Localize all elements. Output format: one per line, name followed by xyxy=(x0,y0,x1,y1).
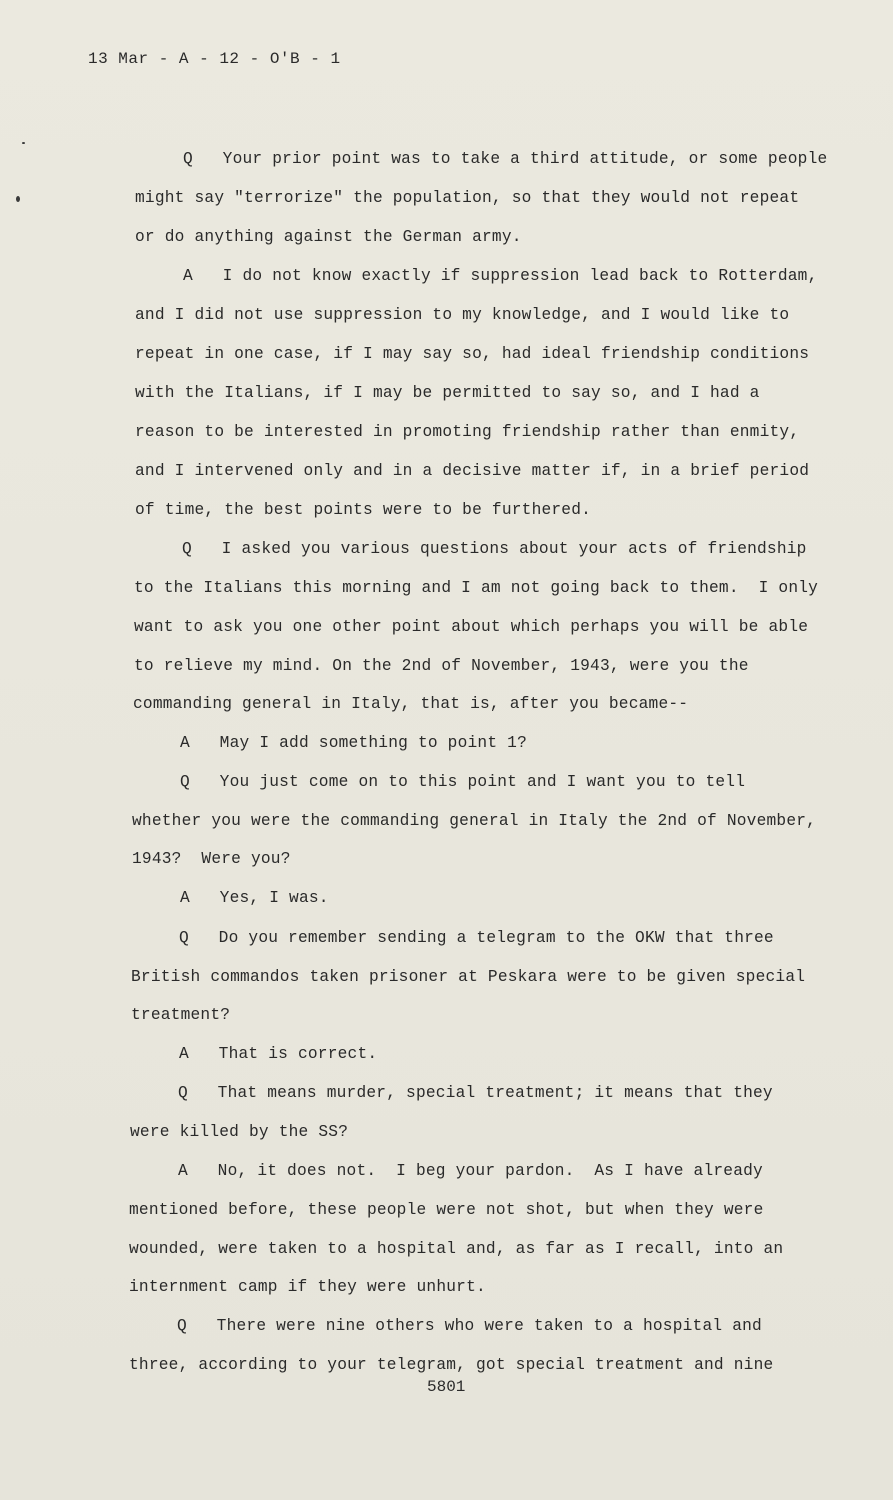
text-line: commanding general in Italy, that is, after you became-- xyxy=(133,695,689,713)
text-line: to the Italians this morning and I am not going back to them. I only xyxy=(134,579,819,597)
text-line: to relieve my mind. On the 2nd of November, 1943, were you the xyxy=(134,657,749,675)
text-line: and I intervened only and in a decisive matter if, in a brief period xyxy=(135,462,810,480)
text-line: repeat in one case, if I may say so, had ideal friendship conditions xyxy=(135,345,810,363)
text-line: Q You just come on to this point and I want you to tell xyxy=(180,773,746,791)
text-line: of time, the best points were to be furthered. xyxy=(135,501,592,519)
text-line: A I do not know exactly if suppression lead back to Rotterdam, xyxy=(183,267,818,285)
text-line: reason to be interested in promoting friendship rather than enmity, xyxy=(135,423,800,441)
text-line: with the Italians, if I may be permitted to say so, and I had a xyxy=(135,384,760,402)
text-line: were killed by the SS? xyxy=(130,1123,349,1141)
text-line: Q That means murder, special treatment; it means that they xyxy=(178,1084,773,1102)
text-line: Q Your prior point was to take a third attitude, or some people xyxy=(183,150,828,168)
text-line: wounded, were taken to a hospital and, as far as I recall, into an xyxy=(129,1240,784,1258)
text-line: whether you were the commanding general in Italy the 2nd of November, xyxy=(132,812,817,830)
text-line: 1943? Were you? xyxy=(132,850,291,868)
text-line: A No, it does not. I beg your pardon. As I have already xyxy=(178,1162,763,1180)
page-number: 5801 xyxy=(427,1378,466,1396)
text-line: or do anything against the German army. xyxy=(135,228,522,246)
text-line: Q Do you remember sending a telegram to the OKW that three xyxy=(179,929,774,947)
text-line: internment camp if they were unhurt. xyxy=(129,1278,486,1296)
text-line: and I did not use suppression to my knowledge, and I would like to xyxy=(135,306,790,324)
text-line: Q I asked you various questions about your acts of friendship xyxy=(182,540,807,558)
text-line: treatment? xyxy=(131,1006,231,1024)
text-line: want to ask you one other point about which perhaps you will be able xyxy=(134,618,809,636)
margin-mark xyxy=(16,196,20,202)
text-line: A May I add something to point 1? xyxy=(180,734,527,752)
text-line: British commandos taken prisoner at Peskara were to be given special xyxy=(131,968,806,986)
text-line: A That is correct. xyxy=(179,1045,378,1063)
text-line: Q There were nine others who were taken to a hospital and xyxy=(177,1317,762,1335)
document-reference: 13 Mar - A - 12 - O'B - 1 xyxy=(88,50,341,68)
text-line: mentioned before, these people were not shot, but when they were xyxy=(129,1201,764,1219)
text-line: might say "terrorize" the population, so that they would not repeat xyxy=(135,189,800,207)
text-line: A Yes, I was. xyxy=(180,889,329,907)
margin-mark xyxy=(22,142,25,144)
text-line: three, according to your telegram, got special treatment and nine xyxy=(129,1356,774,1374)
